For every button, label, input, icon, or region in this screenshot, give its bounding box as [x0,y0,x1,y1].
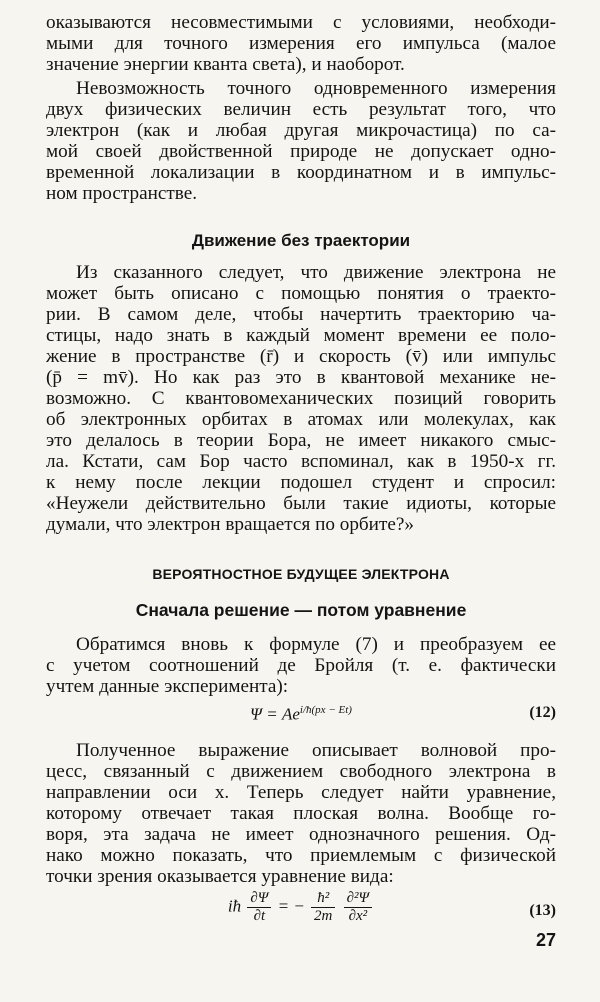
text-line: к нему после лекции подошел студент и спросил: [46,472,556,493]
chapter-caption: ВЕРОЯТНОСТНОЕ БУДУЩЕЕ ЭЛЕКТРОНА [152,566,450,582]
fraction [247,890,271,925]
formula-13-prefix: iħ [227,896,242,916]
equation-number: (12) [529,704,556,721]
text-line: об электронных орбитах в атомах или молекулах, как [46,409,556,430]
text-line: цесс, связанный с движением свободного электрона в [46,761,556,782]
equation-number: (13) [529,902,556,919]
denominator: ∂t [253,908,266,924]
text-line: временной локализации в координатном и в импульс- [46,162,556,183]
formula-13-expression [46,890,556,925]
text-line: нако можно показать, что приемлемым с физической [46,845,556,866]
text-line: «Неужели действительно были такие идиоты, которые [46,493,556,514]
text-line: жение в пространстве (r̄) и скорость (v̄) или импульс [46,346,556,367]
text-line: ла. Кстати, сам Бор часто вспоминал, как в 1950-х гг. [46,451,556,472]
text-line: направлении оси x. Теперь следует найти уравнение, [46,782,556,803]
subsection-heading: Сначала решение — потом уравнение [135,600,467,620]
text-line: точки зрения оказывается уравнение вида: [46,866,394,887]
text-line: двух физических величин есть результат того, что [46,99,556,120]
section-heading: Движение без траектории [191,231,411,250]
numerator: ∂Ψ [247,890,271,908]
text-line: учтем данные эксперимента): [46,676,289,697]
text-line: Невозможность точного одновременного измерения [76,78,556,99]
text-line: которому отвечает такая плоская волна. Вообще го- [46,803,556,824]
text-line: ном пространстве. [46,183,198,204]
text-line: Из сказанного следует, что движение электрона не [76,262,556,283]
paragraph-1 [46,12,556,75]
formula-12-expression [46,704,556,725]
formula-12-lhs: Ψ = Ae [250,704,300,724]
text-line: мыми для точного измерения его импульса (малое [46,33,556,54]
text-line: с учетом соотношений де Бройля (т. е. фактически [46,655,556,676]
denominator: 2m [314,908,333,924]
text-line: возможно. С квантовомеханических позиций говорить [46,388,556,409]
text-line: рии. В самом деле, чтобы начертить траекторию ча- [46,304,556,325]
equals-sign: = − [277,896,305,916]
fraction [344,890,372,925]
text-line: значение энергии кванта света), и наоборот. [46,54,405,75]
formula-13 [46,890,556,934]
formula-12-exponent: i/ħ(px − Et) [299,704,352,716]
paragraph-3 [46,262,556,535]
formula-12 [46,704,556,734]
fraction [311,890,335,925]
text-line: Обратимся вновь к формуле (7) и преобразуем ее [76,634,556,655]
numerator: ∂²Ψ [344,890,372,908]
text-line: может быть описано с помощью понятия о траекто- [46,283,556,304]
numerator: ħ² [311,890,335,908]
text-line: Полученное выражение описывает волновой про- [76,740,556,761]
paragraph-4 [46,634,556,697]
text-line: стицы, надо знать в каждый момент времени ее поло- [46,325,556,346]
text-line: (p̄ = mv̄). Но как раз это в квантовой механике не- [46,367,556,388]
text-line: мой своей двойственной природе не допускает одно- [46,141,556,162]
text-line: это делалось в теории Бора, не имеет никакого смыс- [46,430,556,451]
text-line: воря, эта задача не имеет однозначного решения. Од- [46,824,556,845]
paragraph-5 [46,740,556,887]
text-line: электрон (как и любая другая микрочастица) по са- [46,120,556,141]
text-line: думали, что электрон вращается по орбите?» [46,514,414,535]
denominator: ∂x² [348,908,368,924]
text-line: оказываются несовместимыми с условиями, необходи- [46,12,556,33]
paragraph-2 [46,78,556,204]
page-number: 27 [535,930,556,950]
